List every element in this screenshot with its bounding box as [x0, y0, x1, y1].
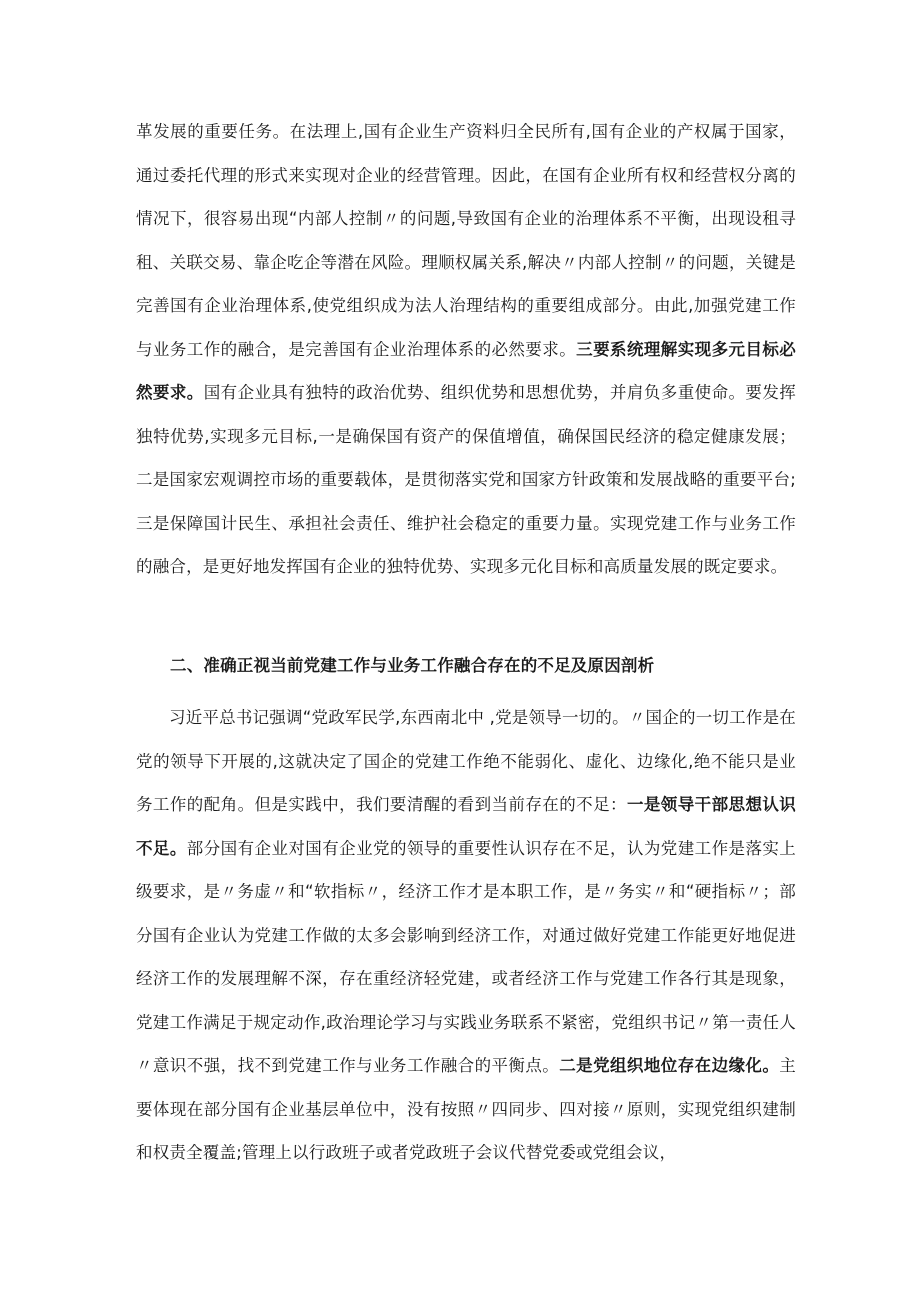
- body-paragraph-1: [136, 110, 796, 589]
- body-paragraph-2: [136, 696, 796, 1175]
- paragraph-2-text-c: 部分国有企业对国有企业党的领导的重要性认识存在不足，认为党建工作是落实上级要求，是〃务虚〃和“软指标〃，经济工作才是本职工作，是〃务实〃和“硬指标〃；部分国有企业认为党建工作做的太多会影响到经济工作，对通过做好党建工作能更好地促进经济工作的发展理解不深，存在重经济轻党建，或者经济工作与党建工作各行其是现象，党建工作满足于规定动作,政治理论学习与实践业务联系不紧密，党组织书记〃第一责任人〃意识不强，找不到党建工作与业务工作融合的平衡点。: [136, 838, 796, 1075]
- paragraph-2-bold-point-1: 一是领导干部思想认识不足。: [136, 795, 796, 858]
- paragraph-1-text-c: 国有企业具有独特的政治优势、组织优势和思想优势，并肩负多重使命。要发挥独特优势,实现多元目标,一是确保国有资产的保值增值，确保国民经济的稳定健康发展；二是国家宏观调控市场的重要载体，是贯彻落实党和国家方针政策和发展战略的重要平台;三是保障国计民生、承担社会责任、维护社会稳定的重要力量。实现党建工作与业务工作的融合，是更好地发挥国有企业的独特优势、实现多元化目标和高质量发展的既定要求。: [136, 383, 796, 576]
- section-heading: 二、准确正视当前党建工作与业务工作融合存在的不足及原因剖析: [170, 656, 655, 675]
- paragraph-1-text-a: 革发展的重要任务。在法理上,国有企业生产资料归全民所有,国有企业的产权属于国家，通过委托代理的形式来实现对企业的经营管理。因此，在国有企业所有权和经营权分离的情况下，很容易出现“内部人控制〃的问题,导致国有企业的治理体系不平衡，出现设租寻租、关联交易、靠企吃企等潜在风险。理顺权属关系,解决〃内部人控制〃的问题，关键是完善国有企业治理体系,使党组织成为法人治理结构的重要组成部分。由此,加强党建工作与业务工作的融合，是完善国有企业治理体系的必然要求。: [136, 122, 796, 359]
- paragraph-1-bold-heading: 三要系统理解实现多元目标必然要求。: [136, 339, 796, 402]
- paragraph-2-text-a: 习近平总书记强调“党政军民学,东西南北中 ,党是领导一切的。〃国企的一切工作是在党的领导下开展的,这就决定了国企的党建工作绝不能弱化、虚化、边缘化,绝不能只是业务工作的配角。但是实践中，我们要清醒的看到当前存在的不足：: [136, 708, 796, 814]
- paragraph-2-bold-point-2: 二是党组织地位存在边缘化。: [559, 1056, 780, 1075]
- paragraph-2-text-e: 主要体现在部分国有企业基层单位中，没有按照〃四同步、四对接〃原则，实现党组织建制和权责全覆盖;管理上以行政班子或者党政班子会议代替党委或党组会议，: [136, 1056, 796, 1162]
